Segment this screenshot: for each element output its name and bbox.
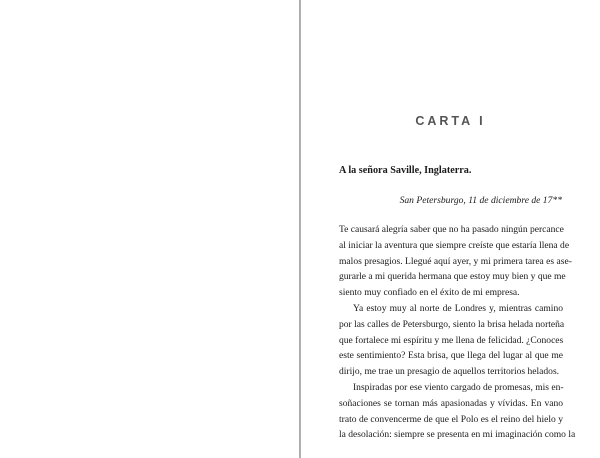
text-line: este sentimiento? Esta brisa, que llega del lugar al que me <box>339 350 563 362</box>
text-line: Inspiradas por ese viento cargado de promesas, mis en- <box>353 381 564 393</box>
paragraph <box>339 380 576 443</box>
text-line: la desolación: siempre se presenta en mi imaginación como la <box>339 429 576 441</box>
chapter-title: CARTA I <box>415 114 486 128</box>
text-line: gurarle a mi querida hermana que estoy muy bien y que me <box>339 271 566 283</box>
text-line: dirijo, me trae un presagio de aquellos territorios helados. <box>339 366 560 378</box>
text-line: por las calles de Petersburgo, siento la brisa helada norteña <box>339 318 565 330</box>
text-line: trato de convencerme de que el Polo es el reino del hielo y <box>339 413 563 425</box>
paragraph <box>339 301 563 380</box>
text-line: al iniciar la aventura que siempre creíste que estaría llena de <box>339 239 570 251</box>
text-line: Ya estoy muy al norte de Londres y, mientras camino <box>353 302 563 314</box>
text-line: Te causará alegría saber que no ha pasado ningún percance <box>339 224 564 235</box>
letter-body <box>339 222 576 443</box>
text-line: que fortalece mi espíritu y me llena de felicidad. ¿Conoces <box>339 334 564 346</box>
right-page <box>301 0 600 458</box>
text-line: siento muy confiado en el éxito de mi empresa. <box>339 287 520 299</box>
left-page-blank <box>0 0 299 458</box>
paragraph <box>339 222 572 301</box>
text-line: malos presagios. Llegué aquí ayer, y mi primera tarea es ase- <box>339 255 572 267</box>
letter-salutation: A la señora Saville, Inglaterra. <box>339 165 472 176</box>
text-line: soñaciones se tornan más apasionadas y vívidas. En vano <box>339 397 563 409</box>
letter-dateline: San Petersburgo, 11 de diciembre de 17** <box>399 195 562 206</box>
